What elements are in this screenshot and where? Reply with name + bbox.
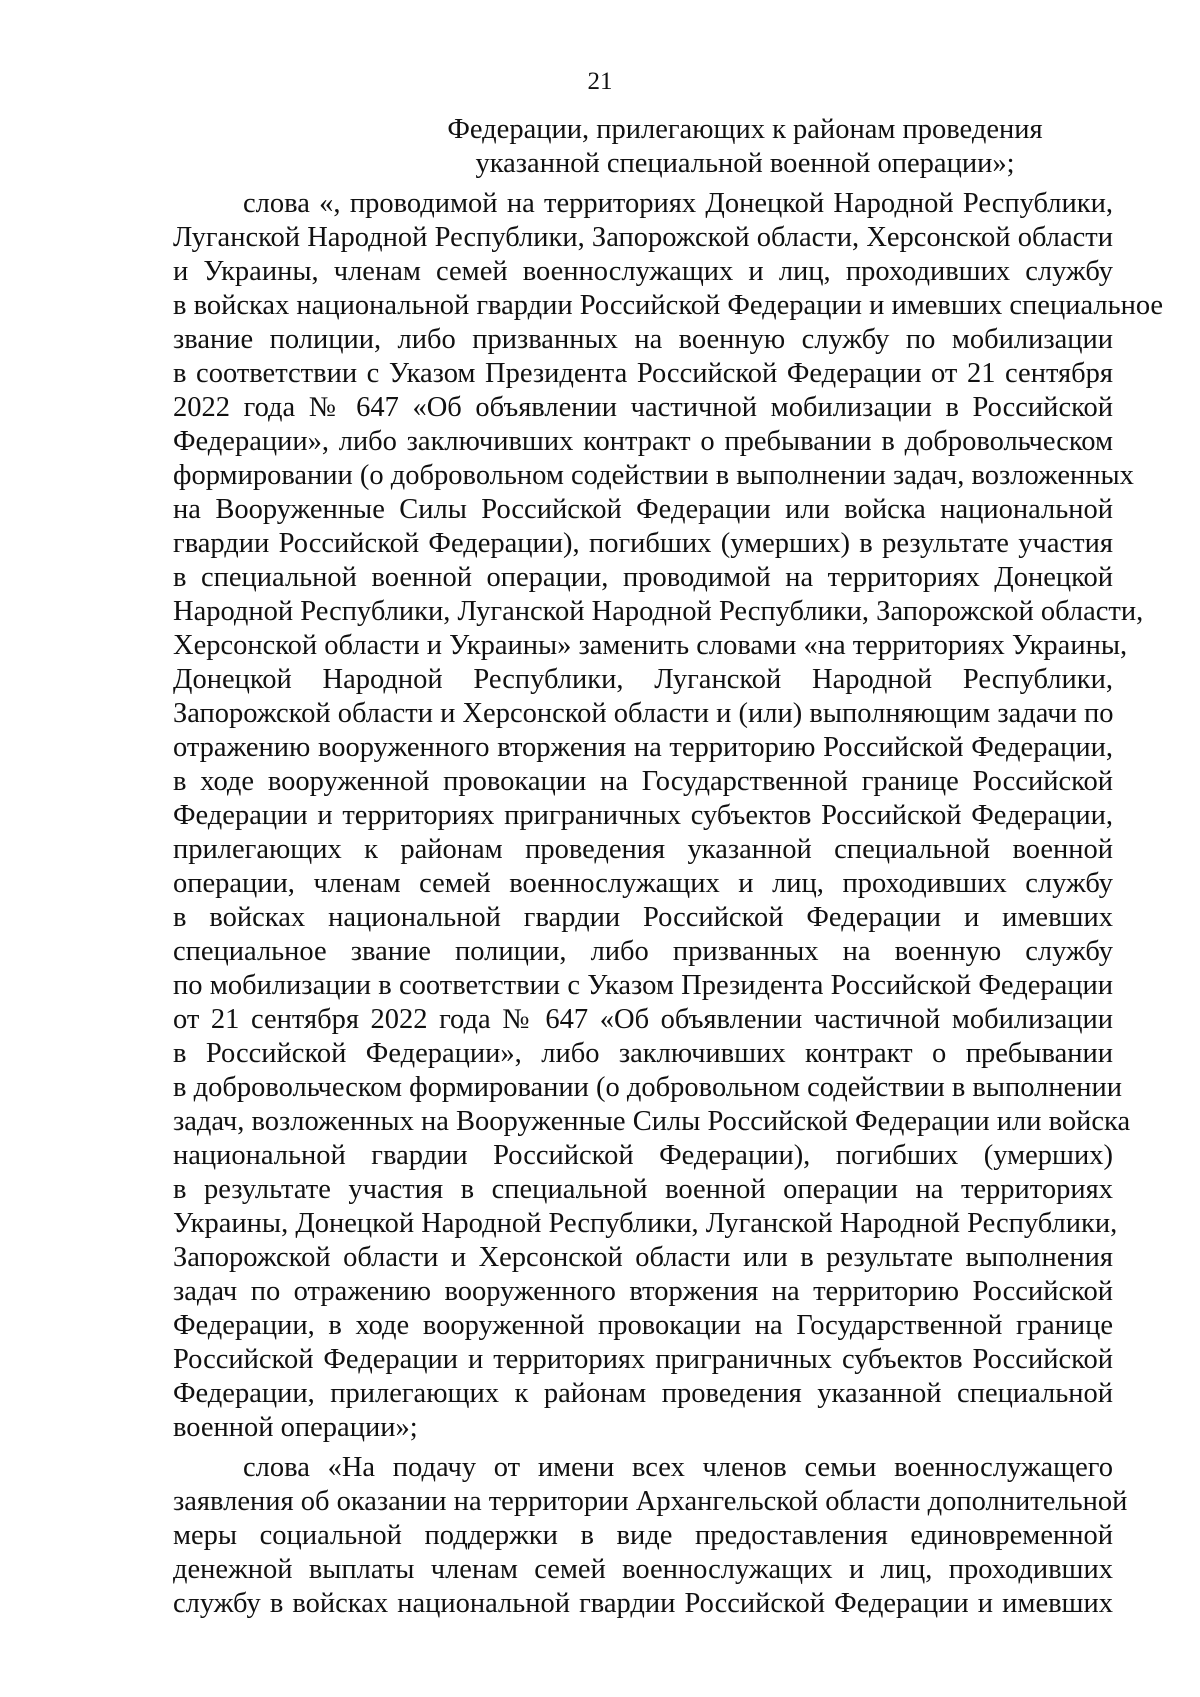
text-line: отражению вооруженного вторжения на территорию Российской Федерации, — [173, 732, 1113, 763]
text-line: слова «На подачу от имени всех членов семьи военнослужащего — [243, 1452, 1113, 1483]
paragraph-2 — [173, 1451, 1128, 1621]
text-line: Запорожской области и Херсонской области или в результате выполнения — [173, 1242, 1113, 1273]
text-line: Народной Республики, Луганской Народной Республики, Запорожской области, — [173, 596, 1144, 627]
text-line: слова «, проводимой на территориях Донецкой Народной Республики, — [243, 188, 1113, 219]
text-line: по мобилизации в соответствии с Указом Президента Российской Федерации — [173, 970, 1113, 1001]
text-line: в результате участия в специальной военной операции на территориях — [173, 1174, 1113, 1205]
text-line: на Вооруженные Силы Российской Федерации или войска национальной — [173, 494, 1113, 525]
text-line: заявления об оказании на территории Архангельской области дополнительной — [173, 1486, 1128, 1517]
page-number: 21 — [587, 68, 613, 95]
text-line: военной операции»; — [173, 1412, 418, 1443]
text-line: Российской Федерации и территориях приграничных субъектов Российской — [173, 1344, 1113, 1375]
text-line: Федерации, в ходе вооруженной провокации на Государственной границе — [173, 1310, 1113, 1341]
text-line: Херсонской области и Украины» заменить словами «на территориях Украины, — [173, 630, 1128, 661]
text-line: звание полиции, либо призванных на военную службу по мобилизации — [173, 324, 1113, 355]
text-line: Запорожской области и Херсонской области и (или) выполняющим задачи по — [173, 698, 1114, 729]
text-line: прилегающих к районам проведения указанной специальной военной — [173, 834, 1113, 865]
continued-heading — [420, 113, 1070, 181]
text-line: в Российской Федерации», либо заключивших контракт о пребывании — [173, 1038, 1113, 1069]
text-line: и Украины, членам семей военнослужащих и лиц, проходивших службу — [173, 256, 1113, 287]
text-line: Луганской Народной Республики, Запорожской области, Херсонской области — [173, 222, 1113, 253]
text-line: операции, членам семей военнослужащих и лиц, проходивших службу — [173, 868, 1113, 899]
text-line: задач по отражению вооруженного вторжения на территорию Российской — [173, 1276, 1113, 1307]
text-line: формировании (о добровольном содействии в выполнении задач, возложенных — [173, 460, 1134, 491]
text-line: Донецкой Народной Республики, Луганской Народной Республики, — [173, 664, 1113, 695]
paragraph-1 — [173, 187, 1164, 1445]
text-line: в добровольческом формировании (о добровольном содействии в выполнении — [173, 1072, 1123, 1103]
text-line: задач, возложенных на Вооруженные Силы Российской Федерации или войска — [173, 1106, 1131, 1137]
text-line: меры социальной поддержки в виде предоставления единовременной — [173, 1520, 1113, 1551]
text-line: Украины, Донецкой Народной Республики, Луганской Народной Республики, — [173, 1208, 1118, 1239]
text-line: национальной гвардии Российской Федерации), погибших (умерших) — [173, 1140, 1113, 1171]
text-line: в соответствии с Указом Президента Российской Федерации от 21 сентября — [173, 358, 1113, 389]
text-line: от 21 сентября 2022 года № 647 «Об объявлении частичной мобилизации — [173, 1004, 1113, 1035]
text-line: службу в войсках национальной гвардии Российской Федерации и имевших — [173, 1588, 1113, 1619]
text-line: Федерации, прилегающих к районам проведения указанной специальной — [173, 1378, 1113, 1409]
text-line: Федерации и территориях приграничных субъектов Российской Федерации, — [173, 800, 1113, 831]
text-line: гвардии Российской Федерации), погибших (умерших) в результате участия — [173, 528, 1113, 559]
text-line: в войсках национальной гвардии Российской Федерации и имевших специальное — [173, 290, 1164, 321]
heading-line: Федерации, прилегающих к районам проведения — [447, 114, 1043, 145]
text-line: 2022 года № 647 «Об объявлении частичной мобилизации в Российской — [173, 392, 1113, 423]
heading-line: указанной специальной военной операции»; — [475, 148, 1015, 179]
text-line: в ходе вооруженной провокации на Государственной границе Российской — [173, 766, 1113, 797]
text-line: специальное звание полиции, либо призванных на военную службу — [173, 936, 1113, 967]
text-line: в войсках национальной гвардии Российской Федерации и имевших — [173, 902, 1113, 933]
body-text — [173, 187, 1164, 1621]
text-line: денежной выплаты членам семей военнослужащих и лиц, проходивших — [173, 1554, 1113, 1585]
text-line: Федерации», либо заключивших контракт о пребывании в добровольческом — [173, 426, 1113, 457]
text-line: в специальной военной операции, проводимой на территориях Донецкой — [173, 562, 1113, 593]
